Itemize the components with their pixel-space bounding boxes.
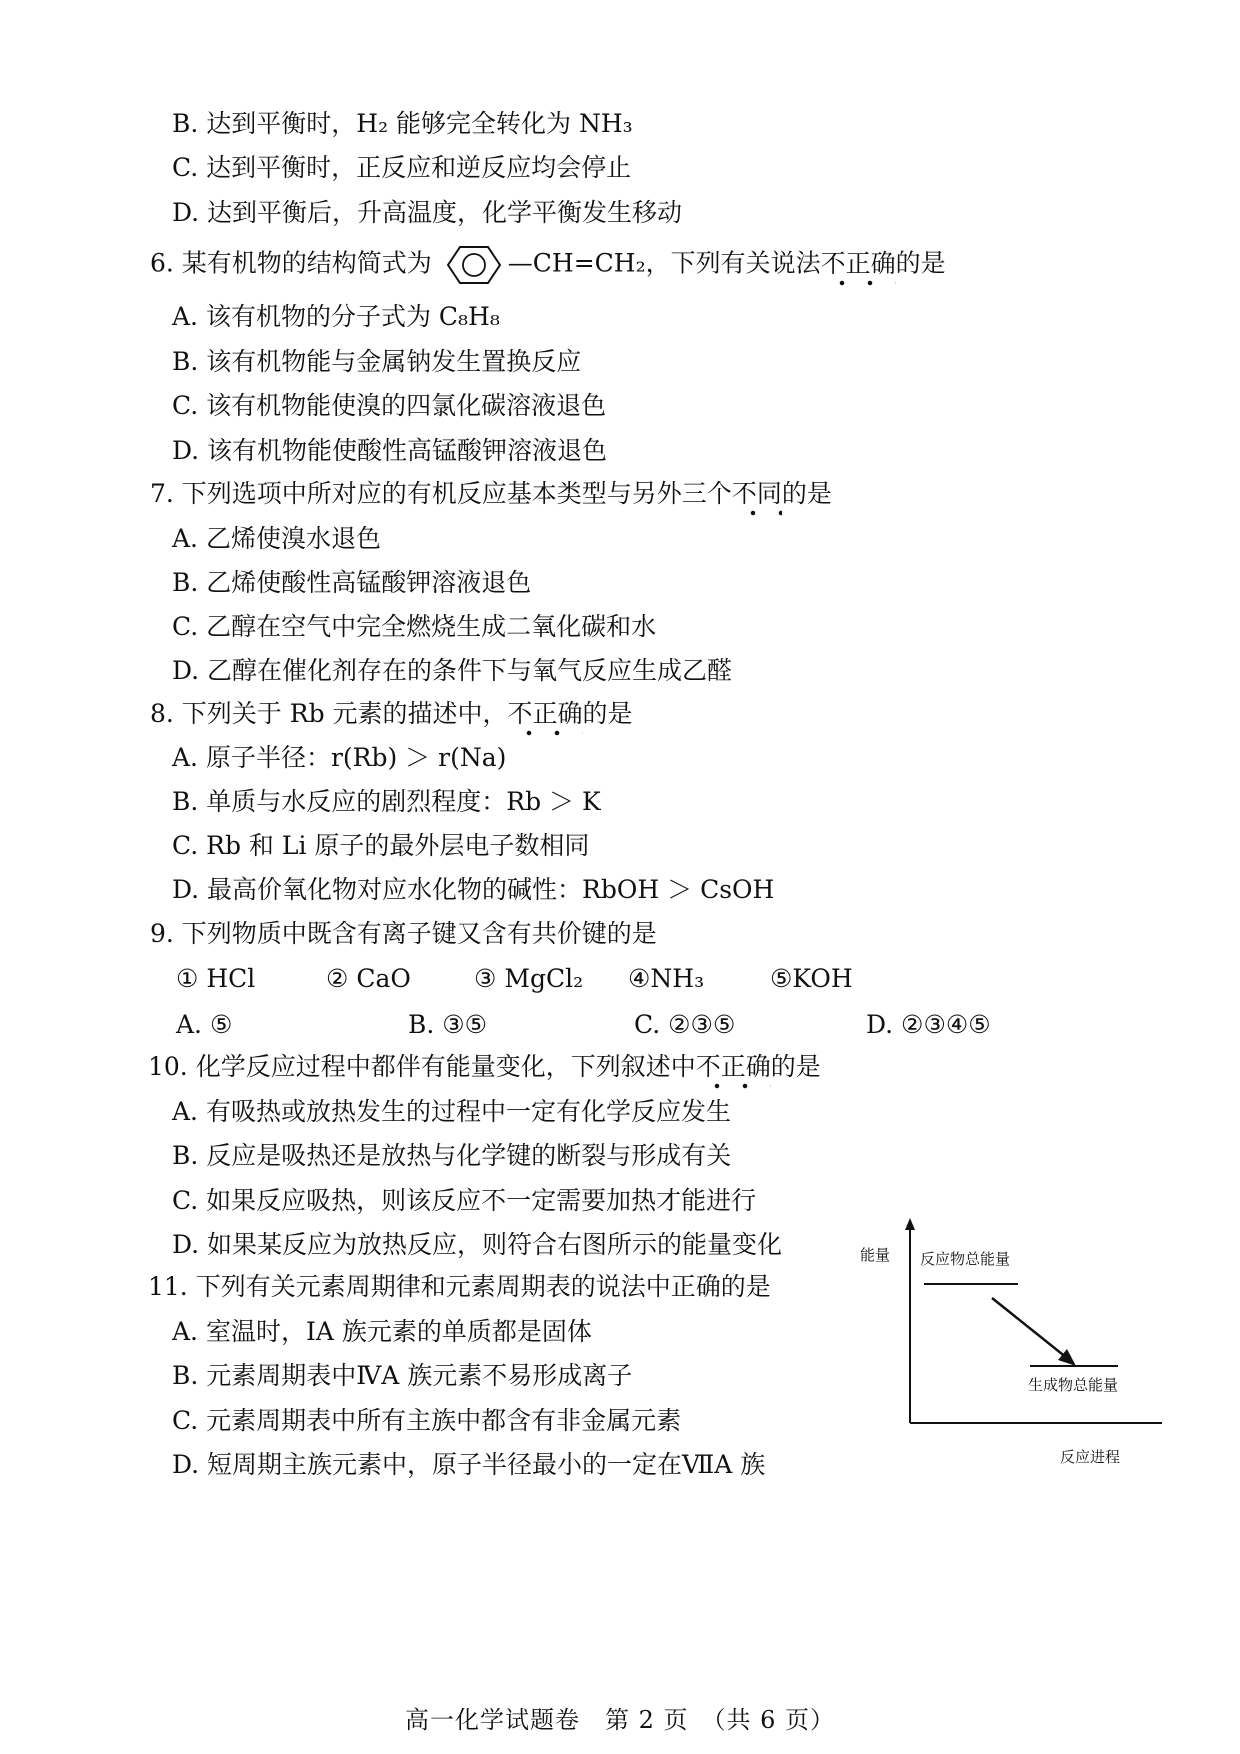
q6-emph-text: 不正确: [820, 248, 896, 278]
q8-stem-emphasis: [508, 699, 583, 728]
q6-option-b: B. 该有机物能与金属钠发生置换反应: [172, 347, 582, 376]
q5-option-d: D. 达到平衡后，升高温度，化学平衡发生移动: [172, 198, 683, 227]
q10-stem-end: 的是: [770, 1052, 821, 1081]
q9-item-4: ④NH₃: [628, 964, 705, 993]
q8-stem: [150, 697, 633, 731]
q7-option-b: B. 乙烯使酸性高锰酸钾溶液退色: [172, 568, 532, 597]
q8-stem-pre: 8. 下列关于 Rb 元素的描述中，: [150, 699, 508, 728]
q11-option-b: B. 元素周期表中ⅣA 族元素不易形成离子: [172, 1361, 633, 1390]
q9-option-a: A. ⑤: [176, 1010, 233, 1039]
q10-option-c: C. 如果反应吸热，则该反应不一定需要加热才能进行: [172, 1186, 757, 1215]
q6-option-c: C. 该有机物能使溴的四氯化碳溶液退色: [172, 391, 607, 420]
q6-stem-emphasis: [821, 249, 896, 278]
x-axis-label: 反应进程: [1060, 1448, 1121, 1466]
q10-stem-pre: 10. 化学反应过程中都伴有能量变化，下列叙述中: [148, 1052, 696, 1081]
q6-stem: [150, 243, 946, 287]
q10-option-d: D. 如果某反应为放热反应，则符合右图所示的能量变化: [172, 1230, 783, 1259]
q11-option-c: C. 元素周期表中所有主族中都含有非金属元素: [172, 1406, 682, 1435]
q9-item-3: ③ MgCl₂: [474, 964, 584, 993]
q9-option-b: B. ③⑤: [408, 1010, 488, 1039]
q8-stem-end: 的是: [582, 699, 633, 728]
emphasis-dots: [508, 730, 583, 736]
q10-stem-emphasis: [696, 1052, 771, 1081]
y-axis-arrow-icon: [905, 1218, 915, 1230]
q10-option-a: A. 有吸热或放热发生的过程中一定有化学反应发生: [172, 1097, 731, 1126]
q5-option-c: C. 达到平衡时，正反应和逆反应均会停止: [172, 153, 632, 182]
q9-stem: 9. 下列物质中既含有离子键又含有共价键的是: [150, 919, 657, 948]
q7-option-a: A. 乙烯使溴水退色: [172, 524, 381, 553]
q8-option-a: A. 原子半径：r(Rb) ＞ r(Na): [172, 743, 507, 772]
q6-stem-pre: 6. 某有机物的结构简式为: [150, 248, 432, 278]
q6-stem-post: ，下列有关说法: [645, 248, 821, 278]
q10-stem: [148, 1050, 821, 1084]
product-energy-label: 生成物总能量: [1028, 1376, 1119, 1394]
q6-option-d: D. 该有机物能使酸性高锰酸钾溶液退色: [172, 436, 608, 465]
q9-option-c: C. ②③⑤: [634, 1010, 736, 1039]
q9-item-2: ② CaO: [326, 964, 411, 993]
q8-option-c: C. Rb 和 Li 原子的最外层电子数相同: [172, 831, 590, 860]
q8-emph-text: 不正确: [507, 699, 583, 728]
q7-emph-text: 不同: [731, 479, 782, 508]
q7-option-c: C. 乙醇在空气中完全燃烧生成二氧化碳和水: [172, 612, 657, 641]
q7-stem-pre: 7. 下列选项中所对应的有机反应基本类型与另外三个: [150, 479, 732, 508]
q7-stem-end: 的是: [781, 479, 832, 508]
q7-option-d: D. 乙醇在催化剂存在的条件下与氧气反应生成乙醛: [172, 656, 733, 685]
q6-stem-end: 的是: [895, 248, 946, 278]
q6-stem-formula: —CH=CH₂: [507, 248, 646, 278]
q9-option-d: D. ②③④⑤: [866, 1010, 991, 1039]
emphasis-dots: [732, 510, 782, 516]
q9-item-5: ⑤KOH: [770, 964, 853, 993]
q8-option-d: D. 最高价氧化物对应水化物的碱性：RbOH ＞ CsOH: [172, 875, 775, 904]
q7-stem: [150, 477, 832, 511]
page-footer: 高一化学试题卷 第 2 页 （共 6 页）: [404, 1706, 836, 1734]
q11-option-d: D. 短周期主族元素中，原子半径最小的一定在ⅦA 族: [172, 1450, 766, 1479]
q10-option-b: B. 反应是吸热还是放热与化学键的断裂与形成有关: [172, 1141, 732, 1170]
q9-item-1: ① HCl: [176, 964, 256, 993]
benzene-ring-icon: [446, 243, 502, 287]
q7-stem-emphasis: [732, 479, 782, 508]
q11-option-a: A. 室温时，IA 族元素的单质都是固体: [172, 1317, 592, 1346]
q5-option-b: B. 达到平衡时，H₂ 能够完全转化为 NH₃: [172, 109, 633, 138]
emphasis-dots: [696, 1083, 771, 1089]
q10-emph-text: 不正确: [695, 1052, 771, 1081]
q11-stem: 11. 下列有关元素周期律和元素周期表的说法中正确的是: [148, 1272, 771, 1301]
energy-drop-arrow: [992, 1298, 1067, 1358]
emphasis-dots: [821, 280, 896, 286]
reactant-energy-label: 反应物总能量: [920, 1250, 1011, 1268]
q6-option-a: A. 该有机物的分子式为 C₈H₈: [172, 302, 500, 331]
q8-option-b: B. 单质与水反应的剧烈程度：Rb ＞ K: [172, 787, 601, 816]
energy-diagram: [860, 1218, 1170, 1468]
y-axis-label: 能量: [860, 1246, 891, 1264]
